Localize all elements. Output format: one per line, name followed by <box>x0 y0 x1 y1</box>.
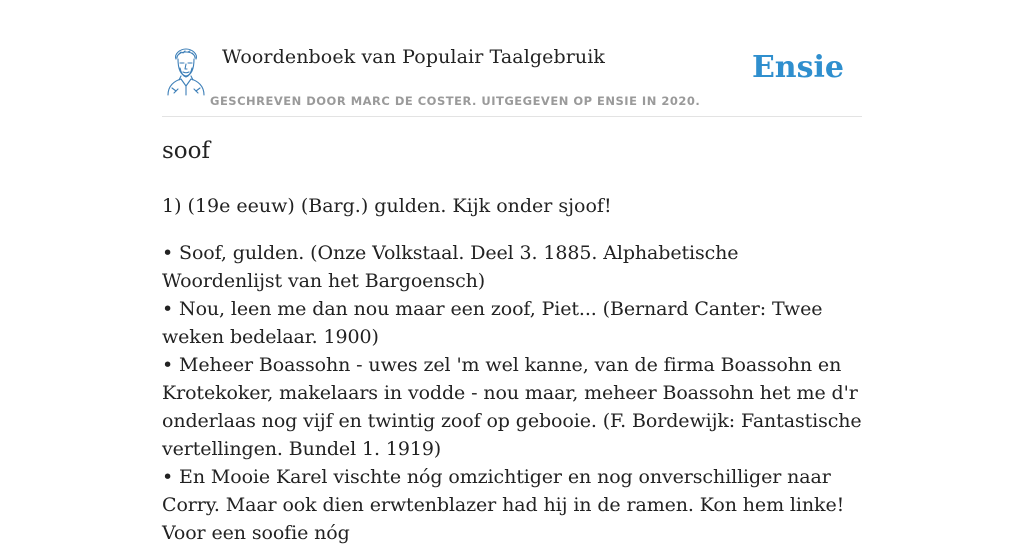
entry-quote: • Nou, leen me dan nou maar een zoof, Piet... (Bernard Canter: Twee weken bedelaar. 1900) <box>162 298 823 348</box>
author-portrait-icon[interactable] <box>164 46 208 96</box>
book-title[interactable]: Woordenboek van Populair Taalgebruik <box>222 46 606 68</box>
entry-definition: 1) (19e eeuw) (Barg.) gulden. Kijk onder sjoof! <box>162 195 612 217</box>
entry-content <box>162 192 864 547</box>
entry-quote: • Meheer Boassohn - uwes zel 'm wel kanne, van de firma Boassohn en Krotekoker, makelaars in vodde - nou maar, meheer Boassohn het me d'r onderlaas nog vijf en twintig zoof op gebooie. (F. Bordewijk: Fantastische vertellingen. Bundel 1. 1919) <box>162 354 862 460</box>
entry-quote: • En Mooie Karel vischte nóg omzichtiger en nog onverschilliger naar Corry. Maar ook dien erwtenblazer had hij in de ramen. Kon hem linke! Voor een soofie nóg <box>162 466 845 544</box>
ensie-logo-link[interactable]: Ensie <box>751 50 844 85</box>
site-header <box>162 40 862 117</box>
entry-quote: • Soof, gulden. (Onze Volkstaal. Deel 3. 1885. Alphabetische Woordenlijst van het Bargoensch) <box>162 242 739 292</box>
entry-term: soof <box>162 138 211 164</box>
book-byline: GESCHREVEN DOOR MARC DE COSTER. UITGEGEVEN OP ENSIE IN 2020. <box>210 94 701 108</box>
